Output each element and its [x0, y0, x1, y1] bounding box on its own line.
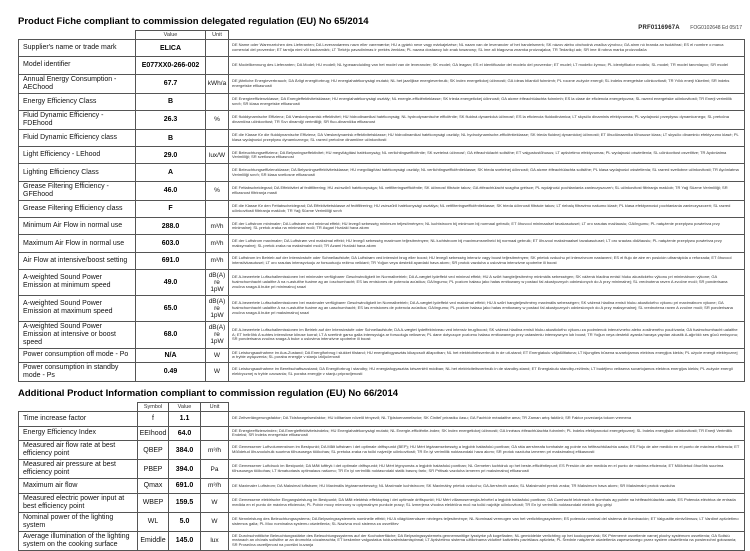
multilanguage-description: DE fluiddynamische Effizienz; DA Væskedynamisk effektivitet; HU hidrodinamikai hatékonyság; NL hydrodynamische efficiëntie; SK fluidná dynamická účinnosť; ES la eficiencia fluidodinámica; LT skysčio dinaminis efektyvumas; PL wydajność przepływu dynamicznego; SL pretočna dinamična učinkovitost; TR Sıvı dinamiği verimliliği; SR fluo-dinamička efikasnost — [232, 115, 729, 124]
table-row — [19, 57, 745, 74]
row-description — [229, 74, 745, 93]
table-row — [19, 426, 745, 441]
symbol-column-header: Symbol — [138, 402, 169, 411]
unit-column-header: Unit — [206, 31, 229, 40]
row-label: Grease Filtering Efficiency - GFEhood — [19, 181, 136, 200]
value-column-header: Value — [169, 402, 201, 411]
row-value: 64.0 — [169, 426, 201, 441]
row-value: 394.0 — [169, 460, 201, 479]
row-unit: m³/h — [201, 441, 229, 460]
row-value: 691.0 — [136, 252, 206, 269]
multilanguage-description: DE Gemessener Luftvolumenstrom im Bestpunkt; DA Målt luftstrøm i det optimale driftspunkt (BEP); HU Mért légáramsebesség a legjobb hatásfokú pontban; GA ráta aershreafa tomhaiste ag pointe na héifeachtúlachta uasta; ES Flujo de aire medido en el punto de máxima eficiencia; ET Mõõdetud õhuvooluhulk suurima tõhususega töökohas; SL pretoka zraka na točki največje učinkovitosti; TR En iyi verimlilik noktasındaki hava akımı; SR protok vazduha izmeren pri maksimalnoj efikasnosti — [232, 445, 740, 455]
row-unit — [206, 129, 229, 146]
table-row — [19, 200, 745, 217]
row-value: 691.0 — [169, 479, 201, 494]
table-row — [19, 218, 745, 235]
table-row — [19, 252, 745, 269]
row-value: 145.0 — [169, 531, 201, 550]
document-edition: FOG0102648 Ed 05/17 — [690, 25, 742, 31]
multilanguage-description: DE Modellkennung des Lieferanten; DA Model; HU modell; NL typeaanduiding van het model van de leverancier; SK model; GA leagan; ES el identificador del modelo del proveedor; ET mudel; LT modelio žymuo; PL identyfikator modelu; SL model; TR model tanımlayıcı; SR model — [232, 63, 728, 68]
table-row — [19, 441, 745, 460]
row-value: 159.5 — [169, 493, 201, 512]
row-label: Nominal power of the lighting system — [19, 512, 138, 531]
row-description — [229, 411, 745, 426]
multilanguage-description: DE der Luftstrom minimaler; DA Luftstrøm ved minimal effekt; HU levegő sebesség minimum teljesítményen; NL luchtstroom bij minimum bij normaal gebruik; ET õhuvool minimaalsel tavakasutusel; LT oro srautas mažiausiu; GA/ingumu; PL natężenie przepływu powietrza przy minimalnej; SL pretok zraka na minimalni moči; TR Asgari Hızdaki hava akımı — [232, 221, 720, 231]
table-row — [19, 362, 745, 381]
row-label: Lighting Efficiency Class — [19, 164, 136, 181]
row-label: Annual Energy Consumption - AEChood — [19, 74, 136, 93]
row-description — [229, 493, 745, 512]
row-unit: W — [206, 348, 229, 362]
unit-column-header: Unit — [201, 402, 229, 411]
row-description — [229, 181, 745, 200]
row-value: 65.0 — [136, 295, 206, 321]
multilanguage-description: DE A-bewertete Luftschallemissionen bei maximaler verfügbarer Geschwindigkeit im Normalbetrieb; DA A-vægtet lydeffekt ved maksimal effekt; HU A szűrt hangteljesítmény maximális sebességen; SK vážená hladina emisií hluku akustického výkonu pri maximálnom výkone; GA fuaimchumhacht ualaithe A na n-astuithe fuaime ag an uaschumhacht; ES las emisiones de potencia acústica; GA/ingumu; PL poziom hałasu jako hałas emitowany w postaci fal akustycznych odniesionych do A przy maksymalnej; SL vrednotena raven A zvočne moči; SR ponderisana zvučna snaga A buke pri maksimalnoj snazi — [232, 301, 733, 315]
table-row — [19, 129, 745, 146]
row-description — [229, 479, 745, 494]
row-label: Energy Efficiency Class — [19, 93, 136, 110]
multilanguage-description: DE Zeitverlängerungsfaktor; DA Tidsforøgelsesfaktor; HU időtartam növelő tényező; NL Tijdstoenamefactor; SK Činiteľ prírastku času; GA Fachtóir méadaithe ama; TR Zaman artış faktörü; SR Faktor povećanja tokom vremena — [232, 416, 632, 421]
row-label: Grease Filtering Efficiency class — [19, 200, 136, 217]
row-description — [229, 57, 745, 74]
row-unit: W — [201, 512, 229, 531]
multilanguage-description: DE Energieeffizienzklasse; DA Energieffektivitetsklasse; HU energiahatékonysági osztály; NL energie-efficiëntieklasse; SK trieda energetickej účinnosti; GA aicme éifeachtúlachta fuinnimh; ES la clase de eficiencia energetyczna; SL razred energetske učinkovitosti; TR Enerji verimlilik sınıfı; SR klasa energetske efikasnosti — [232, 97, 732, 106]
row-description — [229, 252, 745, 269]
row-description — [229, 362, 745, 381]
row-unit: kWh/a — [206, 74, 229, 93]
row-description — [229, 460, 745, 479]
row-unit: m³/h — [206, 252, 229, 269]
row-description — [229, 93, 745, 110]
multilanguage-description: DE Beleuchtungseffizienz; DA Belysningseffektivitet; HU megvilágítási hatékonyság; NL verlichtingsefficiëntie; SK svetelná účinnosť; GA éifeachtúlacht soilsithe; ET valgustustõhusus; LT apšvietimo efektyvumas; PL wydajność oświetlenia; SL učinkovitost osvetlitve; TR Aydınlatma Verimliliği; SR svetlosna efikasnost — [232, 150, 727, 160]
row-unit: lux — [201, 531, 229, 550]
row-value: 5.0 — [169, 512, 201, 531]
table-header-row — [19, 402, 745, 411]
row-value: 67.7 — [136, 74, 206, 93]
row-unit: Pa — [201, 460, 229, 479]
multilanguage-description: DE Name oder Warenzeichen des Lieferanten; DA Leverandørens navn eller varemærke; HU a gyártó neve vagy márkajelzése; NL naam van de leverancier of het handelsmerk; SK názov alebo obchodná značka výrobcu; GA ainm nó branda an tsoláthraí; ES el nombre o marca comercial del proveedor; ET tarnija nimi või kaubamärk; LT Tiekėjo pavadinimas ir prekės ženklas; PL nazwa dostawcy lub znak towarowy; SL ime ali blagovna znamka proizvajalca; TR Tedarikçi adı; SR ime ili robna marka proizvođača — [232, 43, 724, 53]
row-label: Power consumption in standby mode - Ps — [19, 362, 136, 381]
row-value: A — [136, 164, 206, 181]
row-value: 288.0 — [136, 218, 206, 235]
row-description — [229, 426, 745, 441]
row-symbol: PBEP — [138, 460, 169, 479]
row-value: E077XX0-266-002 — [136, 57, 206, 74]
multilanguage-description: DE Maximaler Luftstrom; DA Maksimal luftstrøm; HU Maximális légáramsebesség; NL Maximale luchtstroom; SK Maximálny prietok vzduchu; GA Aershruth uasta; SL Maksimalni pretok zraka; TR Maksimum hava akımı; SR Maksimalni protok vazduha — [232, 483, 675, 488]
additional-info-title: Additional Product Information compliant to commission regulation (EU) No 66/2014 — [18, 387, 399, 399]
row-unit: lux/W — [206, 147, 229, 164]
row-symbol: Emiddle — [138, 531, 169, 550]
table-row — [19, 512, 745, 531]
row-symbol: WBEP — [138, 493, 169, 512]
product-fiche-title: Product Fiche compliant to commission delegated regulation (EU) No 65/2014 — [18, 16, 369, 27]
table-row — [19, 460, 745, 479]
row-value: N/A — [136, 348, 206, 362]
row-description — [229, 200, 745, 217]
multilanguage-description: DE A-bewertete Luftschallemissionen bei minimaler verfügbarer Geschwindigkeit im Normalbetrieb; DA A-vægtet lydeffekt ved minimal effekt; HU A szűrt hangteljesítmény minimális sebességen; SK vážená hladina emisií hluku akustického výkonu pri minimálnom výkone; GA fuaimchumhacht ualaithe A na n-astuithe fuaime ag an íoschumhacht; ES las emisiones de potencia acústica; GA/ingumu; PL poziom hałasu jako hałas emitowany w postaci fal akustycznych odniesionych do A przy minimalnej; SL vrednotena raven A zvočne moči; SR ponderisana zvučna snaga A buke pri minimalnoj snazi — [232, 275, 728, 289]
row-description — [229, 218, 745, 235]
row-value: B — [136, 129, 206, 146]
table-row — [19, 40, 745, 57]
table-header-row — [19, 31, 745, 40]
row-description — [229, 164, 745, 181]
multilanguage-description: DE Leistungsaufnahme im Aus-Zustand; DA Energiforbrug i slukket tilstand; HU energiafogyasztás kikapcsolt állapotban; NL het elektriciteitsverbruik in de uit-stand; ET Energiakulu väljalülitatuna; LT išjungties būsena suvartojamos elektros energijos kiekis; PL użycie energii elektrycznej w trybie wyłączenia; SL poraba energije v stanju izključenosti — [232, 350, 738, 360]
row-description — [229, 512, 745, 531]
row-label: Power consumption off mode - Po — [19, 348, 136, 362]
multilanguage-description: DE Leistungsaufnahme im Bereitschaftszustand; DA Energiforbrug i standby; HU energiafogyasztás készenléti módban; NL het elektriciteitsverbruik in de standby-stand; ET Energiakulu standby-režiimis; LT budėjimo veiksena suvartojamos elektros energijos kiekis; PL zużycie energii elektrycznej w trybie czuwania; SL poraba energije v stanju pripravljenosti — [232, 367, 733, 376]
row-description — [229, 348, 745, 362]
multilanguage-description: DE Gemessene elektrische Eingangsleistung im Bestpunkt; DA Målt elektrisk effektoptag i det optimale driftspunkt; HU Mért villamosenergia-felvétel a legjobb hatásfokú pontban; GA Cumhacht leictreach a thomhais ag pointe na héifeachtúlachta uasta; ES Potencia eléctrica de entrada medida en el punto de máxima eficiencia; PL Pobór mocy mierzony w optymalnym punkcie pracy; SL Izmerjena vhodna električna moč na točki najvišje učinkovitosti; TR En iyi verimlilik noktasındaki elektrik güç girişi — [232, 498, 736, 507]
multilanguage-description: DE Nennleistung des Beleuchtungssystems; DA Belysningssystemets nominelle effekt; HU A világítórendszer névleges teljesítménye; NL Nominaal vermogen van het verlichtingssysteem; ES potencia nominal del sistema de iluminación; ET Valgustite nimivõimsus; LT Vardinė apšvietimo sistemos galia; PL Moc nominalna systemu oświetlenia; SL Nazivna moč sistema za osvetlitev — [232, 517, 739, 526]
document-references — [638, 16, 742, 34]
row-description — [229, 269, 745, 295]
header-spacer — [19, 402, 138, 411]
multilanguage-description: DE Energieeffizienzindex; DA Energieffektivitetsindeks; HU Energiahatékonysági mutató; NL Energie-efficiëntie-index; SK Index energetickej účinnosti; GA Innéacs éifeachtúlachta fuinnimh; PL Indeks efektywności energetycznej; SL Indeks energijske učinkovitosti; TR Enerji Verimlilik Endeksi; SR Indeks energetske efikasnosti — [232, 428, 733, 438]
row-value: B — [136, 93, 206, 110]
multilanguage-description: DE Gemessener Luftdruck im Bestpunkt; DA Målt lufttryk i det optimale driftspunkt; HU Mért légnyomás a legjobb hatásfokú pontban; NL Gemeten luchtdruk op het beste-efficiëntiepunt; ES Presión de aire medida en el punto de máxima eficiencia; ET Mõõdetud õhurõhk suurima tõhususega töökohas; LT išmatuotasis optimalaus našumo; TR En iyi verimlilik noktasındaki statik basınç farkı; SR Pritisak vazduha izmeren pri maksimalnoj efikasnosti — [232, 464, 724, 474]
row-value: F — [136, 200, 206, 217]
row-label: Average illumination of the lighting system on the cooking surface — [19, 531, 138, 550]
row-description — [229, 40, 745, 57]
multilanguage-description: DE Durchschnittliche Beleuchtungsstärke des Beleuchtungssystems auf der Kochoberfläche; DA Belysningssystemets gennemsnitlige lysstyrke på kogefladen; NL gemiddelde verlichting op het kookoppervlak; SK Priemerné osvetlenie varnej plochy systémom osvetlenia; GA Soilsiú meánach an chórais soilsithe ar an dromchla cócaireachta; ET keskmine valgustatus toiduvalmistamispinnal; LT Apšvietimo sistema užtikrinama vidutinė kaitvietės paviršiaus apšvieta; PL Średnie natężenie oświetlenia zapewnianego przez system oświetlenia na powierzchni gotowania; SR Prosečna osvetljenost na površini kuvanja — [232, 533, 737, 548]
row-unit — [201, 426, 229, 441]
row-label: A-weighted Sound Power Emission at minimum speed — [19, 269, 136, 295]
row-symbol: QBEP — [138, 441, 169, 460]
table-row — [19, 110, 745, 129]
row-value: 46.0 — [136, 181, 206, 200]
row-label: Time increase factor — [19, 411, 138, 426]
row-label: Energy Efficiency Index — [19, 426, 138, 441]
row-value: 0.49 — [136, 362, 206, 381]
row-label: Fluid Dynamic Efficiency class — [19, 129, 136, 146]
row-description — [229, 531, 745, 550]
table-row — [19, 321, 745, 348]
row-value: 29.0 — [136, 147, 206, 164]
row-description — [229, 129, 745, 146]
row-unit — [206, 93, 229, 110]
row-symbol: EEIhood — [138, 426, 169, 441]
table-row — [19, 348, 745, 362]
table-row — [19, 531, 745, 550]
multilanguage-description: DE Beleuchtungseffizienzklasse; DA Belysningseffektivitetsklasse; HU megvilágítási hatékonysági osztály; NL verlichtingsefficiëntieklasse; SK trieda svetelnej účinnosti; GA aicme éifeachtúlachta soilsithe; PL klasa wydajności oświetlenia; SL razred svetlobne učinkovitosti; TR Aydınlatma Verimliliği sınıfı; SR klasa svetlosne efikasnosti — [232, 167, 739, 177]
row-unit: m³/h — [201, 479, 229, 494]
row-label: Measured electric power input at best efficiency point — [19, 493, 138, 512]
row-symbol: Qmax — [138, 479, 169, 494]
row-label: Light Efficiency - LEhood — [19, 147, 136, 164]
table-row — [19, 295, 745, 321]
table-row — [19, 235, 745, 252]
row-unit: % — [206, 181, 229, 200]
additional-info-table — [18, 402, 745, 551]
document-code: PRF0116967A — [638, 25, 680, 31]
header-spacer — [19, 31, 136, 40]
row-symbol: f — [138, 411, 169, 426]
row-label: Maximum Air Flow in normal use — [19, 235, 136, 252]
row-unit — [206, 164, 229, 181]
row-value: 49.0 — [136, 269, 206, 295]
row-description — [229, 147, 745, 164]
row-unit: W — [206, 362, 229, 381]
row-unit — [201, 411, 229, 426]
row-label: Air Flow at intensive/boost setting — [19, 252, 136, 269]
table-row — [19, 269, 745, 295]
header-spacer — [229, 402, 745, 411]
row-description — [229, 441, 745, 460]
row-value: ELICA — [136, 40, 206, 57]
row-value: 26.3 — [136, 110, 206, 129]
row-label: Measured air flow rate at best efficiency point — [19, 441, 138, 460]
table-row — [19, 147, 745, 164]
row-unit: % — [206, 110, 229, 129]
row-unit: dB(A) re 1pW — [206, 321, 229, 348]
multilanguage-description: DE jährliche Energieverbrauch; DA Årligt energiforbrug; HU energiahatékonysági mutató; NL het jaarlijkse energieverbruik; SK index energetickej účinnosti; GA ídeas bliantúil fuinnimh; PL roczne zużycie energii; SL indeks energetske učinkovitosti; TR Yıllık enerji tüketimi; SR indeks energetske efikasnosti — [232, 78, 730, 88]
row-value: 68.0 — [136, 321, 206, 348]
row-unit: m³/h — [206, 218, 229, 235]
row-value: 603.0 — [136, 235, 206, 252]
row-unit: W — [201, 493, 229, 512]
row-label: A-weighted Sound Power Emission at intensive or boost speed — [19, 321, 136, 348]
row-unit — [206, 57, 229, 74]
row-description — [229, 110, 745, 129]
row-unit — [206, 200, 229, 217]
multilanguage-description: DE Fettabscheidegrad; DA Effektivitet af fedtfiltrering; HU zsírszűrő hatékonysága; NL vetfilteringsefficiëntie; SK účinnosť filtrácie takov; GA éifeachtúlacht scagtha gréisce; PL wydajność pochłaniania zanieczyszczeń; SL učinkovitost filtriranja maščob; TR Yağ Süzme Verimliliği; SR efikasnost filtriranja masti — [232, 186, 728, 195]
table-row — [19, 479, 745, 494]
row-description — [229, 321, 745, 348]
row-label: Maximum air flow — [19, 479, 138, 494]
row-label: Model identifier — [19, 57, 136, 74]
table-row — [19, 181, 745, 200]
row-symbol: WL — [138, 512, 169, 531]
row-label: A-weighted Sound Power Emission at maximum speed — [19, 295, 136, 321]
row-label: Minimum Air Flow in normal use — [19, 218, 136, 235]
multilanguage-description: DE die Klasse für den Fettabscheidegrad; DA Effektivitetsklasse af fedtfiltrering; HU zsírszűrő hatékonysági osztálya; NL vetfilteringsefficiëntieklasse; SK trieda účinnosti filtrácie takov; LT riebalų filtravimo našumo klasė; PL klasa efektywności pochłaniania zanieczyszczeń; SL razred učinkovitosti filtriranja maščob; TR Yağ Süzme Verimliliği sınıfı — [232, 204, 731, 213]
row-label: Measured air pressure at best efficiency point — [19, 460, 138, 479]
multilanguage-description: DE die Klasse für die fluiddynamische Effizienz; DA Væskedynamisk effektivitetsklasse; HU hidrodinamikai hatékonysági osztály; NL hydrodynamische-efficiëntieklasse; SK trieda fluidnej dynamickej účinnosti; ET õhudünaamika tõhususe klass; LT skysčio dinaminio efektyvumo klasė; PL klasa wydajności przepływu dynamicznego; SL razred pretočne dinamične učinkovitosti — [232, 133, 739, 143]
row-description — [229, 235, 745, 252]
table-row — [19, 164, 745, 181]
row-label: Fluid Dynamic Efficiency - FDEhood — [19, 110, 136, 129]
table-row — [19, 93, 745, 110]
row-unit: m³/h — [206, 235, 229, 252]
row-unit: dB(A) re 1pW — [206, 295, 229, 321]
row-unit: dB(A) re 1pW — [206, 269, 229, 295]
product-fiche-table — [18, 30, 745, 382]
row-unit — [206, 40, 229, 57]
value-column-header: Value — [136, 31, 206, 40]
multilanguage-description: DE der Luftstrom maximaler; DA Luftstrøm ved maksimal effekt; HU levegő sebesség maximum teljesítményen; NL luchtstroom bij maximumsnelheid bij normaal gebruik; ET õhuvool maksimaalsel tavakasutusel; LT oro srautas didžiausiu; PL natężenie przepływu powietrza przy maksymalnej; SL pretok zraka na maksimalni moči; TR Azami Hızdaki hava akımı — [232, 238, 722, 248]
table-row — [19, 74, 745, 93]
row-value: 384.0 — [169, 441, 201, 460]
row-value: 1.1 — [169, 411, 201, 426]
multilanguage-description: DE A-bewertete Luftschallemissionen im Betrieb auf der Intensivstufe oder Schnellaufstufe; DA A-vægtet lydeffektniveau ved intensiv brug/boost; SK vážená hladina emisií hluku akustického výkonu za podmienok intenzívneho alebo zosilneného používania; GA fuaimchumhacht ualaithe A; ET helirõhk A suhtes intensiivse kiiruse korral; LT A svertinė garso galia intensyviąja ar forsuotąja veiksena; PL dane dotyczące poziomu hałasu emitowanego przy ustawieniu intensywnym lub boost; TR Yoğun veya destekli ayarda havaya yayılan akustik A-ağırlıklı ses gücü emisyonu; SR ponderisana zvučna snaga A buke u uslovima intenzivne upotrebe ili boost — [232, 327, 739, 342]
table-row — [19, 493, 745, 512]
row-description — [229, 295, 745, 321]
row-label: Supplier's name or trade mark — [19, 40, 136, 57]
table-row — [19, 411, 745, 426]
multilanguage-description: DE Luftstrom im Betrieb auf der Intensivstufe oder Schnellaufstufe; DA Luftstrøm ved intensivt brug eller boost; HU levegő sebesség intenzív vagy boost teljesítményen; SK prietok vzduchu pri intenzívnom nastavení; ES el flujo de aire en posición ultrarrápida o reforzada; ET õhuvool intensiivkasutusel; LT oro srautas intensyviuoju ar forsuotuoju režimu veikiant; TR Yoğun veya destekli ayardaki hava akımı; SR protok vazduha u uslovima intenzivne upotrebe ili boost — [232, 256, 732, 265]
